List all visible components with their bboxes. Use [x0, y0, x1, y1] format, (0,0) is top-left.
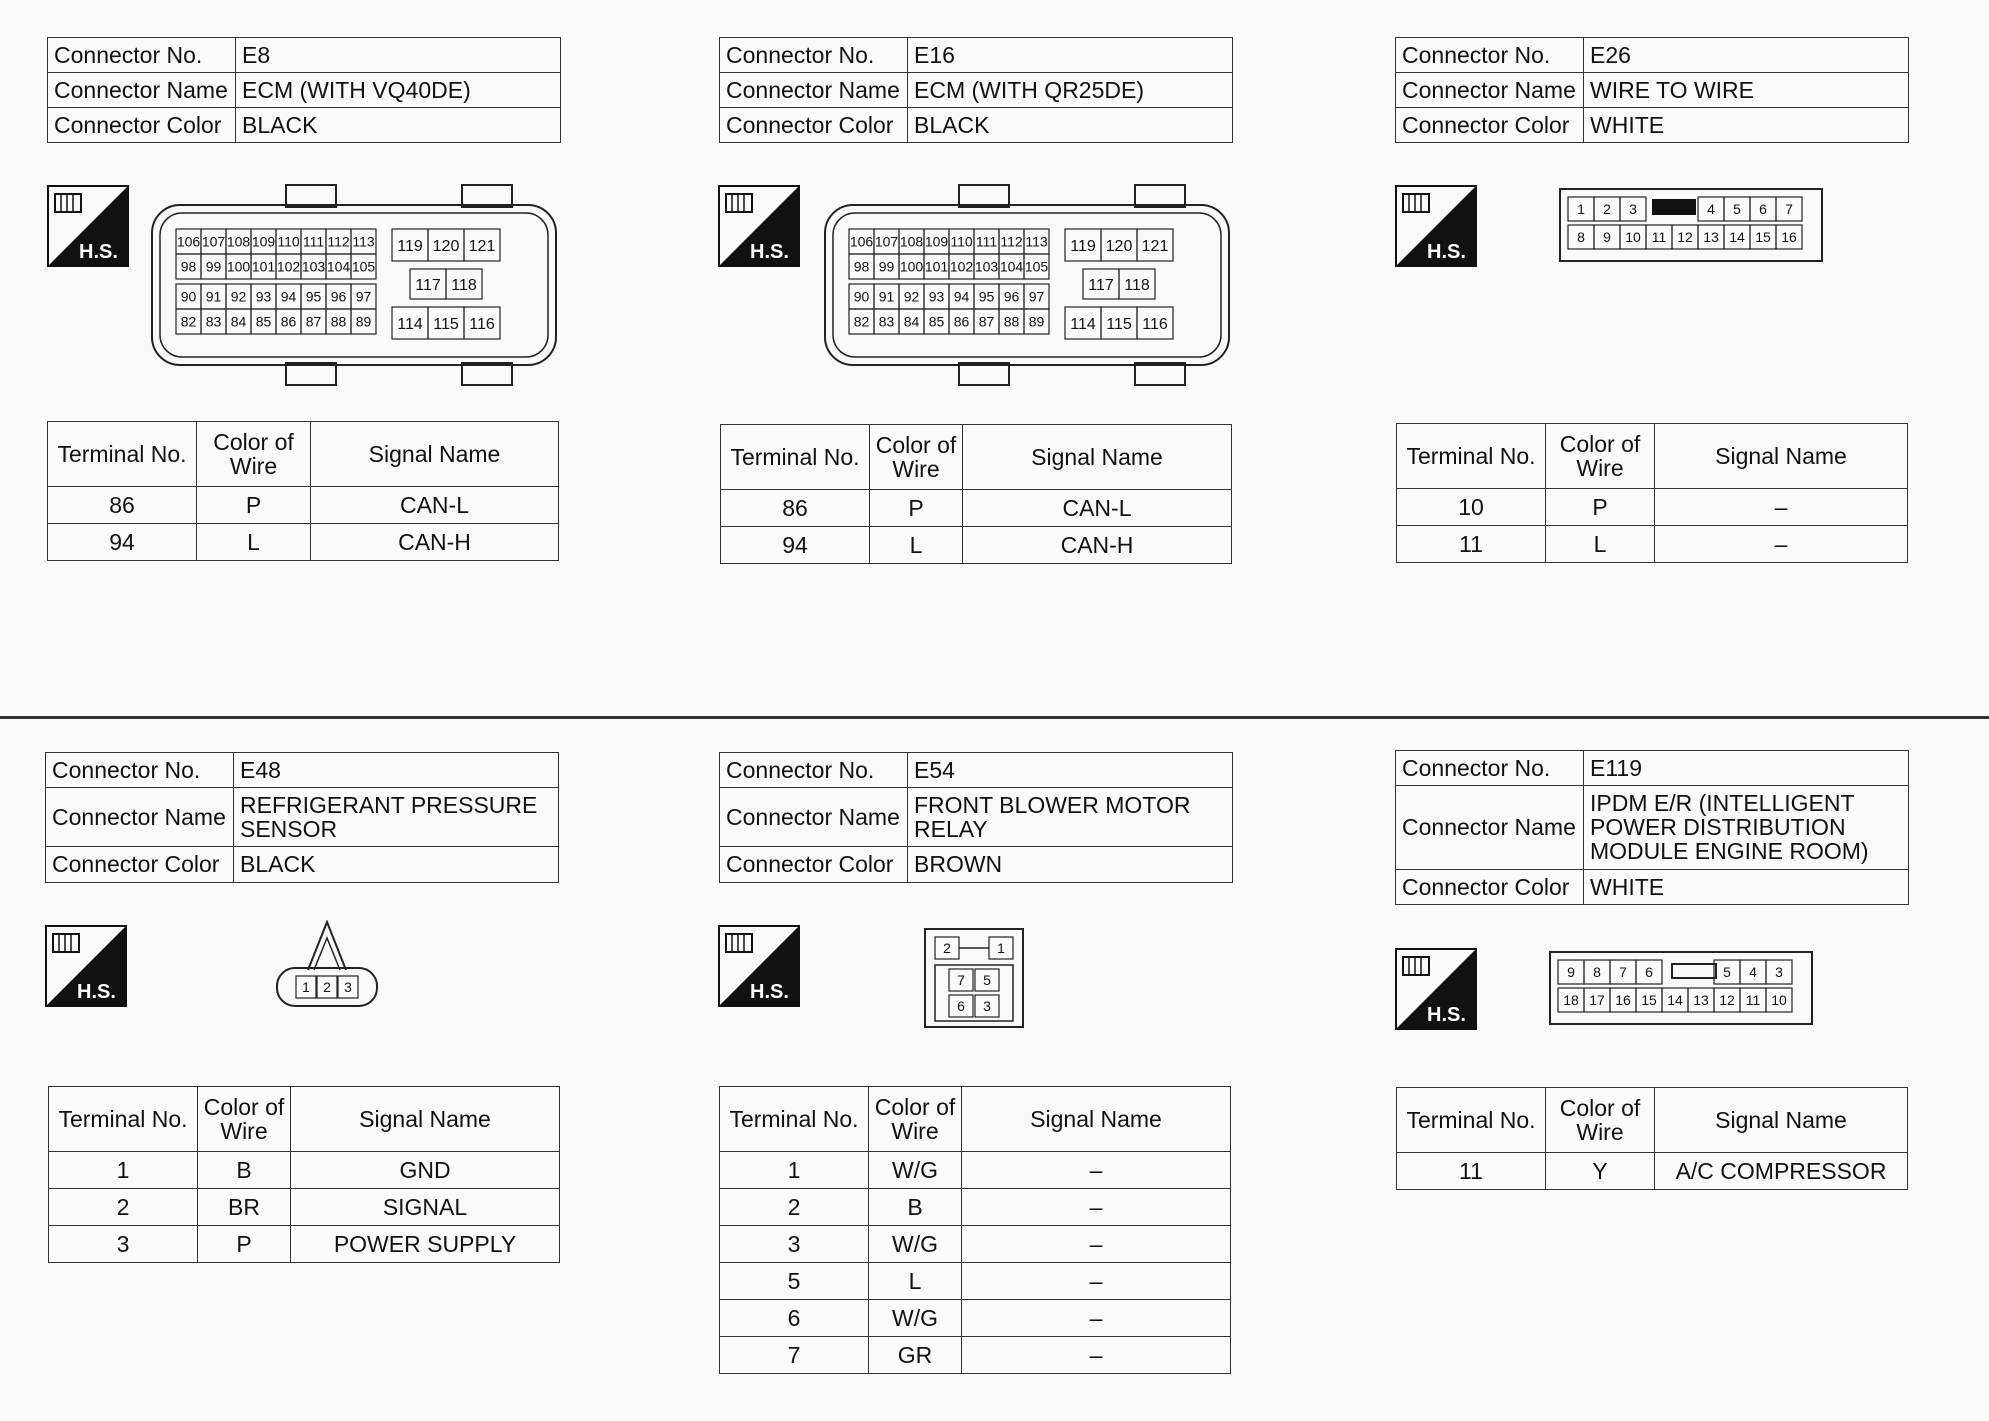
- pin-number: 110: [950, 233, 973, 250]
- connector-e8-panel: [47, 37, 561, 143]
- pin-number: 6: [1645, 964, 1653, 981]
- hs-label: H.S.: [750, 241, 789, 263]
- connector-info-table: [1395, 37, 1909, 143]
- pin-number: 11: [1745, 992, 1761, 1009]
- info-label: Connector No.: [720, 38, 908, 73]
- pin-number: 106: [849, 233, 874, 250]
- info-label: Connector Color: [46, 847, 234, 882]
- signal-name-cell: CAN-H: [963, 527, 1232, 564]
- pin-number: 87: [305, 313, 322, 330]
- pin-number: 88: [330, 313, 347, 330]
- pin-number: 17: [1589, 992, 1605, 1009]
- terminal-no-cell: 2: [49, 1189, 198, 1226]
- connector-info-table: [45, 752, 559, 883]
- table-row: [48, 524, 559, 561]
- pin-number: 102: [949, 258, 974, 275]
- harness-side-icon: [1395, 948, 1477, 1030]
- connector-no: E54: [908, 753, 1233, 788]
- terminal-no-cell: 11: [1397, 526, 1546, 563]
- info-label: Connector Name: [1396, 786, 1584, 869]
- pin-number: 99: [205, 258, 222, 275]
- pin-number: 99: [878, 258, 895, 275]
- connector-no: E8: [236, 38, 561, 73]
- pin-number: 89: [355, 313, 372, 330]
- terminal-no-cell: 11: [1397, 1153, 1546, 1190]
- hs-label: H.S.: [77, 981, 116, 1003]
- pin-number: 108: [899, 233, 924, 250]
- pin-number: 3: [1775, 964, 1783, 981]
- connector-e54-terminal-panel: [719, 1086, 1231, 1374]
- table-row: [48, 487, 559, 524]
- wire-color-cell: L: [197, 524, 311, 561]
- info-label: Connector Name: [46, 788, 234, 847]
- info-label: Connector No.: [720, 753, 908, 788]
- pin-number: 105: [1024, 258, 1049, 275]
- header-terminal-no: Terminal No.: [1397, 1088, 1546, 1153]
- header-signal-name: Signal Name: [962, 1087, 1231, 1152]
- info-label: Connector Name: [720, 788, 908, 847]
- wire-color-cell: W/G: [869, 1152, 962, 1189]
- pin-number: 3: [983, 998, 991, 1015]
- wire-color-cell: GR: [869, 1337, 962, 1374]
- wire-color-cell: W/G: [869, 1300, 962, 1337]
- connector-color: WHITE: [1584, 108, 1909, 143]
- header-terminal-no: Terminal No.: [720, 1087, 869, 1152]
- signal-name-cell: –: [962, 1263, 1231, 1300]
- wire-color-cell: L: [1546, 526, 1655, 563]
- terminal-no-cell: 3: [49, 1226, 198, 1263]
- terminal-table: [48, 1086, 560, 1263]
- connector-no: E16: [908, 38, 1233, 73]
- hs-label: H.S.: [1427, 1004, 1466, 1026]
- pin-number: 116: [1142, 315, 1168, 333]
- signal-name-cell: –: [1655, 489, 1908, 526]
- table-row: [49, 1226, 560, 1263]
- terminal-rows: [721, 490, 1232, 564]
- table-row: [49, 1152, 560, 1189]
- signal-name-cell: A/C COMPRESSOR: [1655, 1153, 1908, 1190]
- pin-number: 88: [1003, 313, 1020, 330]
- pin-number: 115: [1106, 315, 1132, 333]
- connector-info-table: [719, 752, 1233, 883]
- connector-info-table: [47, 37, 561, 143]
- signal-name-cell: POWER SUPPLY: [291, 1226, 560, 1263]
- connector-e16-panel: [719, 37, 1233, 143]
- harness-side-icon: [47, 185, 129, 267]
- pin-number: 103: [301, 258, 326, 275]
- connector-e48-diagram: [272, 920, 382, 1010]
- wire-color-cell: W/G: [869, 1226, 962, 1263]
- table-row: [721, 490, 1232, 527]
- pin-number: 15: [1641, 992, 1657, 1009]
- pin-number: 84: [230, 313, 247, 330]
- info-label: Connector Color: [720, 108, 908, 143]
- table-row: [721, 527, 1232, 564]
- pin-number: 89: [1028, 313, 1045, 330]
- wire-color-cell: L: [869, 1263, 962, 1300]
- pin-number: 6: [957, 998, 965, 1015]
- connector-color: BLACK: [234, 847, 559, 882]
- terminal-no-cell: 7: [720, 1337, 869, 1374]
- info-label: Connector Color: [1396, 869, 1584, 904]
- pin-number: 111: [975, 233, 998, 250]
- pin-number: 119: [397, 237, 423, 255]
- connector-no: E26: [1584, 38, 1909, 73]
- connector-e48-panel: [45, 752, 559, 883]
- terminal-no-cell: 94: [48, 524, 197, 561]
- signal-name-cell: –: [1655, 526, 1908, 563]
- connector-no: E48: [234, 753, 559, 788]
- connector-name: FRONT BLOWER MOTOR RELAY: [908, 788, 1233, 847]
- info-label: Connector Name: [48, 73, 236, 108]
- terminal-table: [47, 421, 559, 561]
- terminal-rows: [1397, 489, 1908, 563]
- pin-number: 94: [280, 288, 297, 305]
- pin-number: 7: [1785, 201, 1793, 218]
- pin-number: 11: [1651, 229, 1667, 246]
- terminal-rows: [49, 1152, 560, 1263]
- terminal-no-cell: 10: [1397, 489, 1546, 526]
- pin-number: 4: [1749, 964, 1757, 981]
- pin-number: 86: [953, 313, 970, 330]
- pin-number: 116: [469, 315, 495, 333]
- connector-info-table: [719, 37, 1233, 143]
- pin-number: 102: [276, 258, 301, 275]
- info-label: Connector No.: [1396, 751, 1584, 786]
- connector-e54-diagram: [923, 927, 1029, 1031]
- terminal-table: [1396, 1087, 1908, 1190]
- pin-number: 112: [327, 233, 350, 250]
- pin-number: 5: [1723, 964, 1731, 981]
- pin-number: 121: [1141, 237, 1169, 255]
- section-divider: [0, 716, 1989, 719]
- harness-side-icon: [718, 925, 800, 1007]
- wire-color-cell: P: [1546, 489, 1655, 526]
- pin-number: 120: [1105, 237, 1133, 255]
- pin-number: 10: [1771, 992, 1787, 1009]
- pin-number: 83: [878, 313, 895, 330]
- terminal-no-cell: 86: [721, 490, 870, 527]
- connector-e119-diagram: [1548, 950, 1816, 1026]
- info-label: Connector Name: [720, 73, 908, 108]
- connector-e16-diagram: [823, 183, 1233, 393]
- pin-number: 118: [451, 276, 477, 294]
- connector-e8-diagram: [150, 183, 560, 393]
- wire-color-cell: BR: [198, 1189, 291, 1226]
- pin-number: 4: [1707, 201, 1715, 218]
- pin-number: 117: [415, 276, 441, 294]
- pin-number: 119: [1070, 237, 1096, 255]
- pin-number: 16: [1615, 992, 1631, 1009]
- pin-number: 96: [1003, 288, 1020, 305]
- pin-number: 86: [280, 313, 297, 330]
- connector-color: BLACK: [908, 108, 1233, 143]
- pin-number: 114: [1070, 315, 1096, 333]
- signal-name-cell: –: [962, 1152, 1231, 1189]
- connector-e26-terminal-panel: [1396, 423, 1908, 563]
- wire-color-cell: B: [198, 1152, 291, 1189]
- pin-number: 97: [1028, 288, 1045, 305]
- signal-name-cell: SIGNAL: [291, 1189, 560, 1226]
- pin-number: 104: [999, 258, 1024, 275]
- table-row: [720, 1300, 1231, 1337]
- header-wire-color: Color of Wire: [869, 1087, 962, 1152]
- pin-number: 96: [330, 288, 347, 305]
- connector-e16-terminal-panel: [720, 424, 1232, 564]
- pin-number: 115: [433, 315, 459, 333]
- header-terminal-no: Terminal No.: [49, 1087, 198, 1152]
- pin-number: 90: [853, 288, 870, 305]
- pin-number: 1: [997, 940, 1005, 957]
- header-signal-name: Signal Name: [1655, 1088, 1908, 1153]
- pin-number: 101: [924, 258, 949, 275]
- connector-name: ECM (WITH QR25DE): [908, 73, 1233, 108]
- info-label: Connector Color: [1396, 108, 1584, 143]
- info-label: Connector No.: [46, 753, 234, 788]
- header-wire-color: Color of Wire: [870, 425, 963, 490]
- hs-label: H.S.: [1427, 241, 1466, 263]
- pin-number: 1: [302, 979, 310, 996]
- pin-number: 5: [1733, 201, 1741, 218]
- table-row: [1397, 526, 1908, 563]
- header-wire-color: Color of Wire: [1546, 424, 1655, 489]
- pin-number: 2: [323, 979, 331, 996]
- hs-label: H.S.: [750, 981, 789, 1003]
- pin-number: 13: [1693, 992, 1709, 1009]
- pin-number: 91: [205, 288, 222, 305]
- pin-number: 14: [1729, 229, 1745, 246]
- pin-number: 5: [983, 972, 991, 989]
- pin-number: 10: [1625, 229, 1641, 246]
- pin-number: 82: [180, 313, 197, 330]
- wire-color-cell: B: [869, 1189, 962, 1226]
- table-row: [1397, 1153, 1908, 1190]
- terminal-no-cell: 86: [48, 487, 197, 524]
- table-row: [720, 1226, 1231, 1263]
- connector-name: ECM (WITH VQ40DE): [236, 73, 561, 108]
- terminal-table: [1396, 423, 1908, 563]
- pin-number: 1: [1577, 201, 1585, 218]
- connector-color: BLACK: [236, 108, 561, 143]
- connector-name: WIRE TO WIRE: [1584, 73, 1909, 108]
- harness-side-icon: [718, 185, 800, 267]
- pin-number: 120: [432, 237, 460, 255]
- signal-name-cell: –: [962, 1226, 1231, 1263]
- connector-e26-diagram: [1558, 187, 1826, 263]
- connector-lock-tab: [1652, 199, 1696, 215]
- pin-number: 112: [1000, 233, 1023, 250]
- terminal-no-cell: 94: [721, 527, 870, 564]
- pin-number: 12: [1677, 229, 1693, 246]
- info-label: Connector Color: [720, 847, 908, 882]
- pin-number: 92: [230, 288, 247, 305]
- table-row: [1397, 489, 1908, 526]
- header-signal-name: Signal Name: [291, 1087, 560, 1152]
- connector-e8-terminal-panel: [47, 421, 559, 561]
- terminal-no-cell: 1: [49, 1152, 198, 1189]
- terminal-rows: [720, 1152, 1231, 1374]
- pin-number: 111: [302, 233, 325, 250]
- connector-e119-panel: [1395, 750, 1909, 905]
- pin-number: 16: [1781, 229, 1797, 246]
- pin-number: 109: [251, 233, 276, 250]
- connector-e119-terminal-panel: [1396, 1087, 1908, 1190]
- header-signal-name: Signal Name: [1655, 424, 1908, 489]
- terminal-no-cell: 3: [720, 1226, 869, 1263]
- pin-number: 13: [1703, 229, 1719, 246]
- pin-number: 107: [201, 233, 226, 250]
- signal-name-cell: –: [962, 1189, 1231, 1226]
- pin-number: 95: [305, 288, 322, 305]
- hs-label: H.S.: [79, 241, 118, 263]
- pin-number: 98: [853, 258, 870, 275]
- pin-number: 117: [1088, 276, 1114, 294]
- pin-number: 85: [928, 313, 945, 330]
- pin-number: 14: [1667, 992, 1683, 1009]
- connector-name: IPDM E/R (INTELLIGENT POWER DISTRIBUTION MODULE ENGINE ROOM): [1584, 786, 1909, 869]
- connector-e54-panel: [719, 752, 1233, 883]
- pin-number: 94: [953, 288, 970, 305]
- pin-number: 93: [928, 288, 945, 305]
- pin-number: 82: [853, 313, 870, 330]
- pin-number: 87: [978, 313, 995, 330]
- terminal-rows: [48, 487, 559, 561]
- table-row: [720, 1189, 1231, 1226]
- connector-e48-terminal-panel: [48, 1086, 560, 1263]
- terminal-rows: [1397, 1153, 1908, 1190]
- table-row: [720, 1152, 1231, 1189]
- connector-color: WHITE: [1584, 869, 1909, 904]
- terminal-table: [720, 424, 1232, 564]
- pin-number: 8: [1577, 229, 1585, 246]
- pin-number: 2: [1603, 201, 1611, 218]
- pin-number: 3: [344, 979, 352, 996]
- pin-number: 7: [957, 972, 965, 989]
- pin-number: 85: [255, 313, 272, 330]
- signal-name-cell: GND: [291, 1152, 560, 1189]
- pin-number: 9: [1567, 964, 1575, 981]
- header-terminal-no: Terminal No.: [48, 422, 197, 487]
- pin-number: 100: [899, 258, 924, 275]
- pin-number: 118: [1124, 276, 1150, 294]
- pin-number: 91: [878, 288, 895, 305]
- pin-number: 8: [1593, 964, 1601, 981]
- harness-side-icon: [1395, 185, 1477, 267]
- wire-color-cell: P: [870, 490, 963, 527]
- connector-e26-panel: [1395, 37, 1909, 143]
- pin-number: 106: [176, 233, 201, 250]
- pin-number: 113: [1025, 233, 1048, 250]
- pin-number: 98: [180, 258, 197, 275]
- signal-name-cell: –: [962, 1337, 1231, 1374]
- wire-color-cell: P: [198, 1226, 291, 1263]
- pin-number: 105: [351, 258, 376, 275]
- pin-number: 109: [924, 233, 949, 250]
- pin-number: 9: [1603, 229, 1611, 246]
- header-signal-name: Signal Name: [963, 425, 1232, 490]
- terminal-table: [719, 1086, 1231, 1374]
- pin-number: 107: [874, 233, 899, 250]
- pin-number: 12: [1719, 992, 1735, 1009]
- pin-number: 18: [1563, 992, 1579, 1009]
- pin-number: 92: [903, 288, 920, 305]
- pin-number: 103: [974, 258, 999, 275]
- pin-number: 83: [205, 313, 222, 330]
- pin-number: 97: [355, 288, 372, 305]
- connector-lock-tab: [1672, 964, 1716, 978]
- harness-side-icon: [45, 925, 127, 1007]
- signal-name-cell: CAN-H: [311, 524, 559, 561]
- pin-number: 3: [1629, 201, 1637, 218]
- pin-number: 2: [943, 940, 951, 957]
- pin-number: 121: [468, 237, 496, 255]
- pin-number: 84: [903, 313, 920, 330]
- pin-number: 15: [1755, 229, 1771, 246]
- wire-color-cell: P: [197, 487, 311, 524]
- pin-number: 95: [978, 288, 995, 305]
- pin-number: 110: [277, 233, 300, 250]
- wire-color-cell: L: [870, 527, 963, 564]
- header-wire-color: Color of Wire: [1546, 1088, 1655, 1153]
- info-label: Connector No.: [48, 38, 236, 73]
- terminal-no-cell: 6: [720, 1300, 869, 1337]
- pin-number: 6: [1759, 201, 1767, 218]
- table-row: [720, 1263, 1231, 1300]
- connector-name: REFRIGERANT PRESSURE SENSOR: [234, 788, 559, 847]
- info-label: Connector Color: [48, 108, 236, 143]
- pin-number: 114: [397, 315, 423, 333]
- header-wire-color: Color of Wire: [198, 1087, 291, 1152]
- connector-no: E119: [1584, 751, 1909, 786]
- table-row: [720, 1337, 1231, 1374]
- header-terminal-no: Terminal No.: [721, 425, 870, 490]
- pin-number: 108: [226, 233, 251, 250]
- signal-name-cell: CAN-L: [963, 490, 1232, 527]
- pin-number: 90: [180, 288, 197, 305]
- info-label: Connector No.: [1396, 38, 1584, 73]
- terminal-no-cell: 5: [720, 1263, 869, 1300]
- header-terminal-no: Terminal No.: [1397, 424, 1546, 489]
- pin-number: 113: [352, 233, 375, 250]
- connector-info-table: [1395, 750, 1909, 905]
- terminal-no-cell: 1: [720, 1152, 869, 1189]
- info-label: Connector Name: [1396, 73, 1584, 108]
- wire-color-cell: Y: [1546, 1153, 1655, 1190]
- pin-number: 93: [255, 288, 272, 305]
- header-signal-name: Signal Name: [311, 422, 559, 487]
- pin-number: 104: [326, 258, 351, 275]
- pin-number: 100: [226, 258, 251, 275]
- signal-name-cell: –: [962, 1300, 1231, 1337]
- pin-number: 7: [1619, 964, 1627, 981]
- pin-number: 101: [251, 258, 276, 275]
- connector-color: BROWN: [908, 847, 1233, 882]
- header-wire-color: Color of Wire: [197, 422, 311, 487]
- signal-name-cell: CAN-L: [311, 487, 559, 524]
- terminal-no-cell: 2: [720, 1189, 869, 1226]
- table-row: [49, 1189, 560, 1226]
